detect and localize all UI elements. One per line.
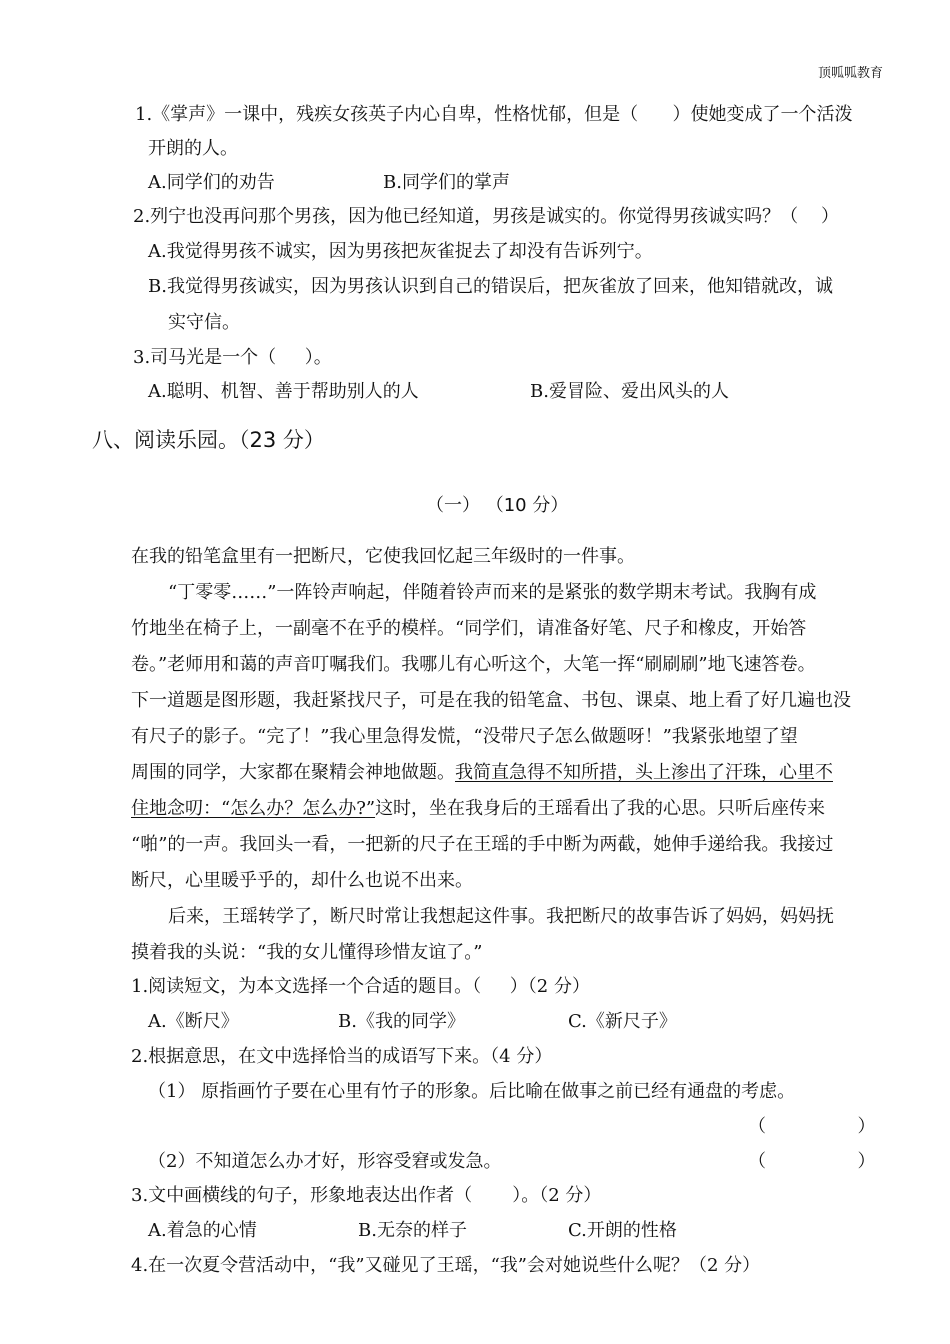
underlined-sentence-part1: 我简直急得不知所措，头上渗出了汗珠，心里不 (455, 762, 833, 783)
passage-p2-line7 (131, 797, 825, 821)
underlined-sentence-part2: 住地念叨：“怎么办？怎么办?” (131, 798, 376, 819)
q7-1-line1: 1.《掌声》一课中，残疾女孩英子内心自卑，性格忧郁，但是（ ）使她变成了一个活泼 (135, 104, 853, 125)
passage-p2-line5: 有尺子的影子。“完了！”我心里急得发慌，“没带尺子怎么做题呀！”我紧张地望了望 (131, 726, 798, 747)
q7-2-option-b-line1: B.我觉得男孩诚实，因为男孩认识到自己的错误后，把灰雀放了回来，他知错就改，诚 (148, 276, 833, 297)
q8-2-item1-answer-blank[interactable]: （ ） (748, 1116, 876, 1137)
q7-3-option-a: A.聪明、机智、善于帮助别人的人 (148, 381, 419, 402)
q8-1-option-a: A.《断尺》 (148, 1011, 239, 1032)
passage-p2-line9: 断尺，心里暖乎乎的，却什么也说不出来。 (131, 870, 473, 891)
passage-p3-line1: 后来，王瑶转学了，断尺时常让我想起这件事。我把断尺的故事告诉了妈妈，妈妈抚 (168, 906, 834, 927)
q8-2-item1: （1） 原指画竹子要在心里有竹子的形象。后比喻在做事之前已经有通盘的考虑。 (148, 1081, 796, 1102)
q8-3-option-c: C.开朗的性格 (568, 1220, 677, 1241)
q7-2-stem: 2.列宁也没再问那个男孩，因为他已经知道，男孩是诚实的。你觉得男孩诚实吗？（ ） (133, 206, 840, 227)
q8-3-stem: 3.文中画横线的句子，形象地表达出作者（ ）。（2 分） (131, 1185, 602, 1206)
q8-2-item2: （2）不知道怎么办才好，形容受窘或发急。 (148, 1151, 502, 1172)
passage-p2-line2: 竹地坐在椅子上，一副毫不在乎的模样。“同学们，请准备好笔、尺子和橡皮，开始答 (131, 618, 807, 639)
q8-2-stem: 2.根据意思，在文中选择恰当的成语写下来。（4 分） (131, 1046, 553, 1067)
passage-p2-line7-plain: 这时，坐在我身后的王瑶看出了我的心思。只听后座传来 (375, 798, 826, 819)
q8-1-stem: 1.阅读短文，为本文选择一个合适的题目。（ ）（2 分） (131, 976, 590, 997)
passage-1-subtitle: （一） （10 分） (426, 495, 569, 516)
q7-1-option-a: A.同学们的劝告 (148, 172, 275, 193)
passage-p2-line8: “啪”的一声。我回头一看，一把新的尺子在王瑶的手中断为两截，她伸手递给我。我接过 (131, 834, 834, 855)
header-brand: 顶呱呱教育 (818, 66, 884, 81)
q8-2-item2-answer-blank[interactable]: （ ） (748, 1151, 876, 1172)
q8-1-option-c: C.《新尺子》 (568, 1011, 677, 1032)
passage-p2-line3: 卷。”老师用和蔼的声音叮嘱我们。我哪儿有心听这个，大笔一挥“刷刷刷”地飞速答卷。 (131, 654, 816, 675)
q8-4-stem: 4.在一次夏令营活动中，“我”又碰见了王瑶，“我”会对她说些什么呢？（2 分） (131, 1255, 761, 1276)
passage-p2-line4: 下一道题是图形题，我赶紧找尺子，可是在我的铅笔盒、书包、课桌、地上看了好几遍也没 (131, 690, 851, 711)
q7-3-option-b: B.爱冒险、爱出风头的人 (530, 381, 729, 402)
passage-p2-line6 (131, 761, 833, 785)
q7-3-stem: 3.司马光是一个（ ）。 (133, 347, 332, 368)
passage-p2-line1: “丁零零……”一阵铃声响起，伴随着铃声而来的是紧张的数学期末考试。我胸有成 (168, 582, 817, 603)
q7-1-option-b: B.同学们的掌声 (383, 172, 510, 193)
passage-p3-line2: 摸着我的头说：“我的女儿懂得珍惜友谊了。” (131, 942, 483, 963)
q7-2-option-a: A.我觉得男孩不诚实，因为男孩把灰雀捉去了却没有告诉列宁。 (148, 241, 653, 262)
passage-p1: 在我的铅笔盒里有一把断尺，它使我回忆起三年级时的一件事。 (131, 546, 635, 567)
q8-1-option-b: B.《我的同学》 (338, 1011, 465, 1032)
section-8-title: 八、阅读乐园。（23 分） (92, 428, 325, 452)
q7-2-option-b-line2: 实守信。 (168, 312, 240, 333)
passage-p2-line6-plain: 周围的同学，大家都在聚精会神地做题。 (131, 762, 455, 783)
q8-3-option-b: B.无奈的样子 (358, 1220, 467, 1241)
q7-1-line2: 开朗的人。 (148, 138, 238, 159)
q8-3-option-a: A.着急的心情 (148, 1220, 257, 1241)
